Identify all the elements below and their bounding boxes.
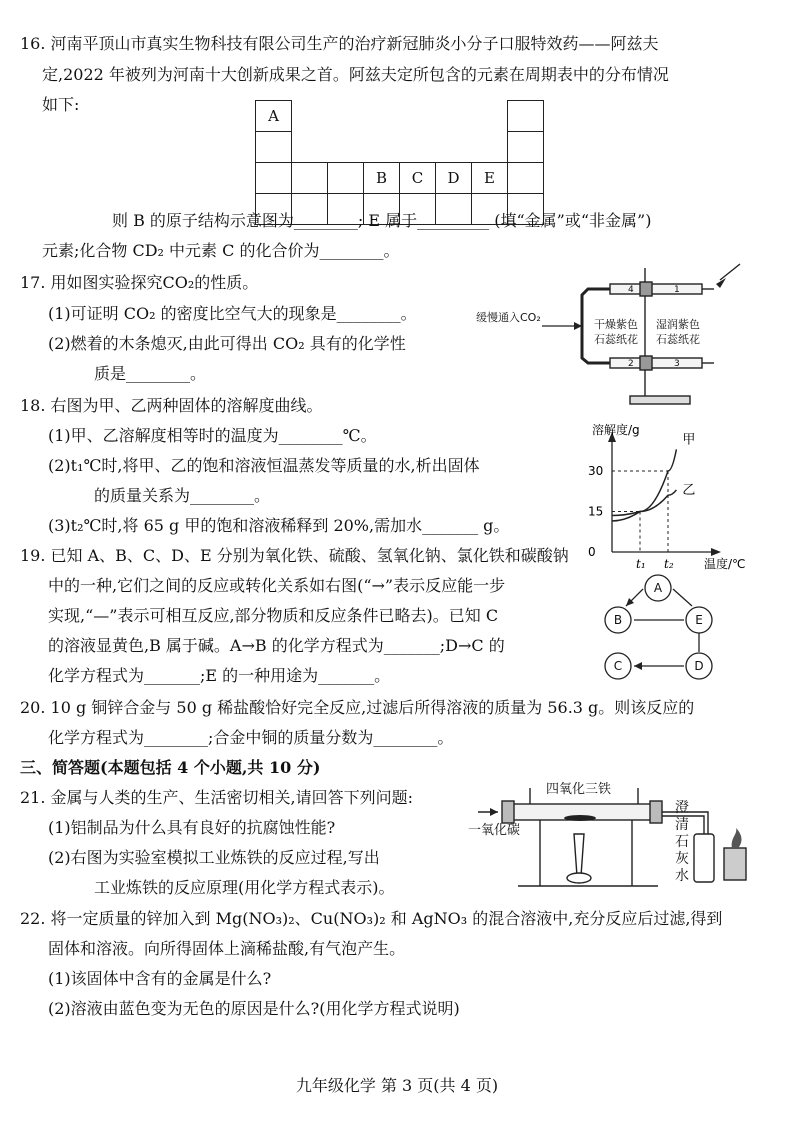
q19-line1: 19. 已知 A、B、C、D、E 分别为氧化铁、硫酸、氢氧化钠、氯化铁和碳酸钠 xyxy=(20,546,569,565)
q20-line2: 化学方程式为________;合金中铜的质量分数为________。 xyxy=(48,728,454,747)
q18-line2: (1)甲、乙溶解度相等时的温度为________℃。 xyxy=(48,426,377,445)
wet-paper-label-1: 湿润紫色 xyxy=(656,318,700,331)
dry-paper-label-1: 干燥紫色 xyxy=(594,318,638,331)
x-tick-label: t₂ xyxy=(664,557,674,571)
q18-line5: (3)t₂℃时,将 65 g 甲的饱和溶液稀释到 20%,需加水_______ g。 xyxy=(48,516,510,535)
q21-line3: (2)右图为实验室模拟工业炼铁的反应过程,写出 xyxy=(48,848,380,867)
series-line-1 xyxy=(612,449,676,515)
tube-mark-1: 1 xyxy=(674,285,680,295)
q21-line4: 工业炼铁的反应原理(用化学方程式表示)。 xyxy=(94,878,395,897)
limewater-label: 澄清石灰水 xyxy=(675,800,689,884)
dry-paper-label-2: 石蕊纸花 xyxy=(594,333,638,346)
node-A: A xyxy=(653,581,663,595)
q17-line3: (2)燃着的木条熄灭,由此可得出 CO₂ 具有的化学性 xyxy=(48,334,406,353)
tube-mark-3: 3 xyxy=(674,359,680,369)
node-C: C xyxy=(613,659,623,673)
pt-cell xyxy=(508,101,544,132)
series-label: 乙 xyxy=(682,482,696,498)
co2-inlet-label: 缓慢通入CO₂ xyxy=(476,311,541,324)
y-tick-label: 30 xyxy=(588,464,604,478)
q17-line1: 17. 用如图实验探究CO₂的性质。 xyxy=(20,273,259,292)
pt-cell-B: B xyxy=(364,163,400,194)
q19-line3: 实现,“—”表示可相互反应,部分物质和反应条件已略去)。已知 C xyxy=(48,606,499,625)
tube-mark-4: 4 xyxy=(628,285,634,295)
q17-line4: 质是________。 xyxy=(94,364,207,383)
q22-line3: (1)该固体中含有的金属是什么? xyxy=(48,969,272,988)
pt-cell-A: A xyxy=(256,101,292,132)
q16-line3: 如下: xyxy=(42,95,80,114)
q20-line1: 20. 10 g 铜锌合金与 50 g 稀盐酸恰好完全反应,过滤后所得溶液的质量为 56.3 g。则该反应的 xyxy=(20,698,695,717)
tube-mark-2: 2 xyxy=(628,359,634,369)
q16-line5: 元素;化合物 CD₂ 中元素 C 的化合价为________。 xyxy=(42,241,400,260)
node-E: E xyxy=(695,613,703,627)
periodic-table xyxy=(255,100,544,225)
q19-line5: 化学方程式为_______;E 的一种用途为_______。 xyxy=(48,666,391,685)
solubility-chart xyxy=(580,420,780,580)
pt-cell-D: D xyxy=(436,163,472,194)
q18-line1: 18. 右图为甲、乙两种固体的溶解度曲线。 xyxy=(20,396,323,415)
chart-ylabel: 溶解度/g xyxy=(592,423,640,437)
node-D: D xyxy=(694,659,704,673)
pt-cell-C: C xyxy=(400,163,436,194)
q22-line2: 固体和溶液。向所得固体上滴稀盐酸,有气泡产生。 xyxy=(48,939,406,958)
q19-line4: 的溶液显黄色,B 属于碱。A→B 的化学方程式为_______;D→C 的 xyxy=(48,636,505,655)
q19-line2: 中的一种,它们之间的反应或转化关系如右图(“→”表示反应能一步 xyxy=(48,576,506,595)
page-footer: 九年级化学 第 3 页(共 4 页) xyxy=(295,1076,499,1095)
pt-cell-E: E xyxy=(472,163,508,194)
y-tick-label: 0 xyxy=(588,545,596,559)
q21-line2: (1)铝制品为什么具有良好的抗腐蚀性能? xyxy=(48,818,336,837)
q22-line1: 22. 将一定质量的锌加入到 Mg(NO₃)₂、Cu(NO₃)₂ 和 AgNO₃ 的混合溶液中,充分反应后过滤,得到 xyxy=(20,909,723,928)
section-heading: 三、简答题(本题包括 4 个小题,共 10 分) xyxy=(20,758,321,777)
y-tick-label: 15 xyxy=(588,504,604,519)
q22-line4: (2)溶液由蓝色变为无色的原因是什么?(用化学方程式说明) xyxy=(48,999,460,1018)
relation-diagram xyxy=(596,574,726,684)
co2-apparatus-figure xyxy=(470,258,760,418)
q16-line2: 定,2022 年被列为河南十大创新成果之首。阿兹夫定所包含的元素在周期表中的分布情况 xyxy=(42,65,669,84)
series-label: 甲 xyxy=(682,432,696,448)
q17-line2: (1)可证明 CO₂ 的密度比空气大的现象是________。 xyxy=(48,304,417,323)
x-tick-label: t₁ xyxy=(636,557,646,571)
chart-xlabel: 温度/℃ xyxy=(704,557,746,571)
fe3o4-label: 四氧化三铁 xyxy=(546,782,612,797)
q16-line4: 则 B 的原子结构示意图为________; E 属于_________ (填“金属”或“非金属”) xyxy=(112,211,652,230)
q18-line4: 的质量关系为________。 xyxy=(94,486,271,505)
q21-line1: 21. 金属与人类的生产、生活密切相关,请回答下列问题: xyxy=(20,788,414,807)
iron-smelting-figure xyxy=(468,758,758,898)
q18-line3: (2)t₁℃时,将甲、乙的饱和溶液恒温蒸发等质量的水,析出固体 xyxy=(48,456,480,475)
co-label: 一氧化碳 xyxy=(468,823,521,838)
node-B: B xyxy=(613,613,623,627)
series-line-2 xyxy=(612,490,676,521)
wet-paper-label-2: 石蕊纸花 xyxy=(656,333,700,346)
q16-line1: 16. 河南平顶山市真实生物科技有限公司生产的治疗新冠肺炎小分子口服特效药——阿兹夫 xyxy=(20,34,659,53)
